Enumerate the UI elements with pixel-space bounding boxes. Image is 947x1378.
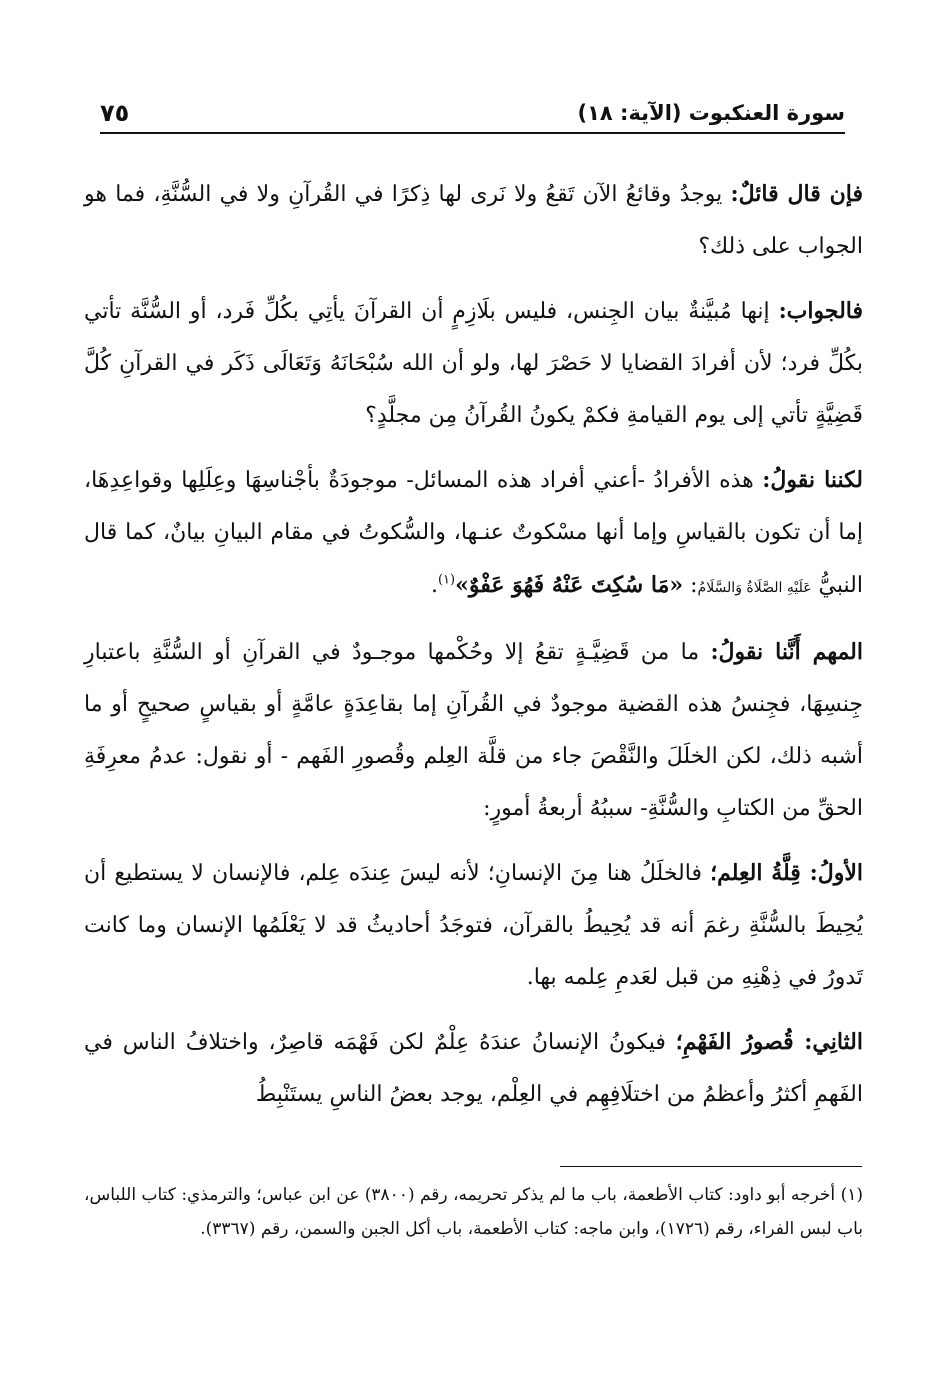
paragraph-important [84,626,863,835]
running-title: سورة العنكبوت (الآية: ١٨) [577,101,845,125]
paragraph-text: : [683,573,698,598]
paragraph-lead: الأولُ: قِلَّةُ العِلم؛ [710,860,863,886]
page-number: ٧٥ [100,99,130,127]
page-header [100,96,845,130]
paragraph-lead: لكننا نقولُ: [762,467,863,493]
paragraph-answer [84,285,863,442]
paragraph-text: فيكونُ الإنسانُ عندَهُ عِلْمٌ لكن فَهْمَه قاصِرٌ، واختلافُ الناس في الفَهمِ أكثرُ وأعظمُ من اختلَافِهِم في العِلْم، يوجد بعضُ الناسِ يستَنْبِطُ [84,1030,863,1107]
paragraph-text: يوجدُ وقائعُ الآن تَقعُ ولا نَرى لها ذِكرًا في القُرآنِ ولا في السُّنَّةِ، فما هو الجواب على ذلك؟ [84,182,863,259]
header-divider [100,132,845,134]
paragraph-text: فالخلَلُ هنا مِنَ الإنسانِ؛ لأنه ليسَ عِندَه عِلم، فالإنسان لا يستطيع أن يُحِيطَ بالسُّنَّةِ رغمَ أنه قد يُحِيطُ بالقرآن، فتوجَدُ أحاديثُ قد لا يَعْلَمُها الإنسان وما كانت تَدورُ في ذِهْنِهِ من قبل لعَدمِ عِلمه بها. [84,861,863,990]
main-text [84,168,863,1133]
paragraph-lead: فإن قال قائلٌ: [730,181,863,207]
footnote-divider [560,1166,862,1167]
honorific-phrase: عَلَيْهِ الصَّلَاةُ وَالسَّلَامُ [697,580,812,596]
paragraph-lead: المهم أَنَّنا نقولُ: [710,639,863,665]
paragraph-text: هذه الأفرادُ -أعني أفراد هذه المسائل- موجودَةٌ بأجْناسِهَا وعِلَلِها وقواعِدِهَا، إما أن تكون بالقياسِ وإما أنها مسْكوتٌ عنـها، والسُّكوتُ في مقام البيانِ بيانٌ، كما قال النبيُّ [84,468,863,598]
hadith-quote: «مَا سُكِتَ عَنْهُ فَهُوَ عَفْوٌ» [455,572,684,598]
footnote-marker[interactable]: (١) [437,572,456,588]
footnote: (١) أخرجه أبو داود: كتاب الأطعمة، باب ما لم يذكر تحريمه، رقم (٣٨٠٠) عن ابن عباس؛ والترمذي: كتاب اللباس، باب لبس الفراء، رقم (١٧٢٦)، وابن ماجه: كتاب الأطعمة، باب أكل الجبن والسمن، رقم (٣٣٦٧). [84,1185,863,1239]
paragraph-first [84,847,863,1004]
paragraph-lead: الثانِي: قُصورُ الفَهْمِ؛ [675,1029,863,1055]
paragraph-hadith [84,454,863,614]
paragraph-text: ما من قَضِيَّـةٍ تقعُ إلا وحُكْمها موجـودٌ في القرآنِ أو السُّنَّةِ باعتبارِ جِنسِهَا، فجِنسُ هذه القضية موجودٌ في القُرآنِ إما بقاعِدَةٍ عامَّةٍ أو بقياسٍ صحيحٍ أو ما أشبه ذلك، لكن الخلَلَ والنَّقْصَ جاء من قلَّة العِلم وقُصورِ الفَهم - أو نقول: عدمُ معرِفَةِ الحقِّ من الكتابِ والسُّنَّةِ- سببُهُ أربعةُ أمورٍ: [84,640,863,821]
paragraph-second [84,1016,863,1121]
paragraph-question [84,168,863,273]
paragraph-text: . [430,573,438,598]
paragraph-lead: فالجواب: [778,298,863,324]
paragraph-text: إنها مُبيَّنةٌ بيان الجِنس، فليس بلَازِمٍ أن القرآنَ يأتِي بكُلِّ فَرد، أو السُّنَّة تأتي بكُلِّ فرد؛ لأن أفرادَ القضايا لا حَصْرَ لها، ولو أن الله سُبْحَانَهُ وَتَعَالَى ذَكَر في القرآنِ كُلَّ قَضِيَّةٍ تأتي إلى يوم القيامةِ فكمْ يكونُ القُرآنُ مِن مجلَّدٍ؟ [84,299,863,428]
